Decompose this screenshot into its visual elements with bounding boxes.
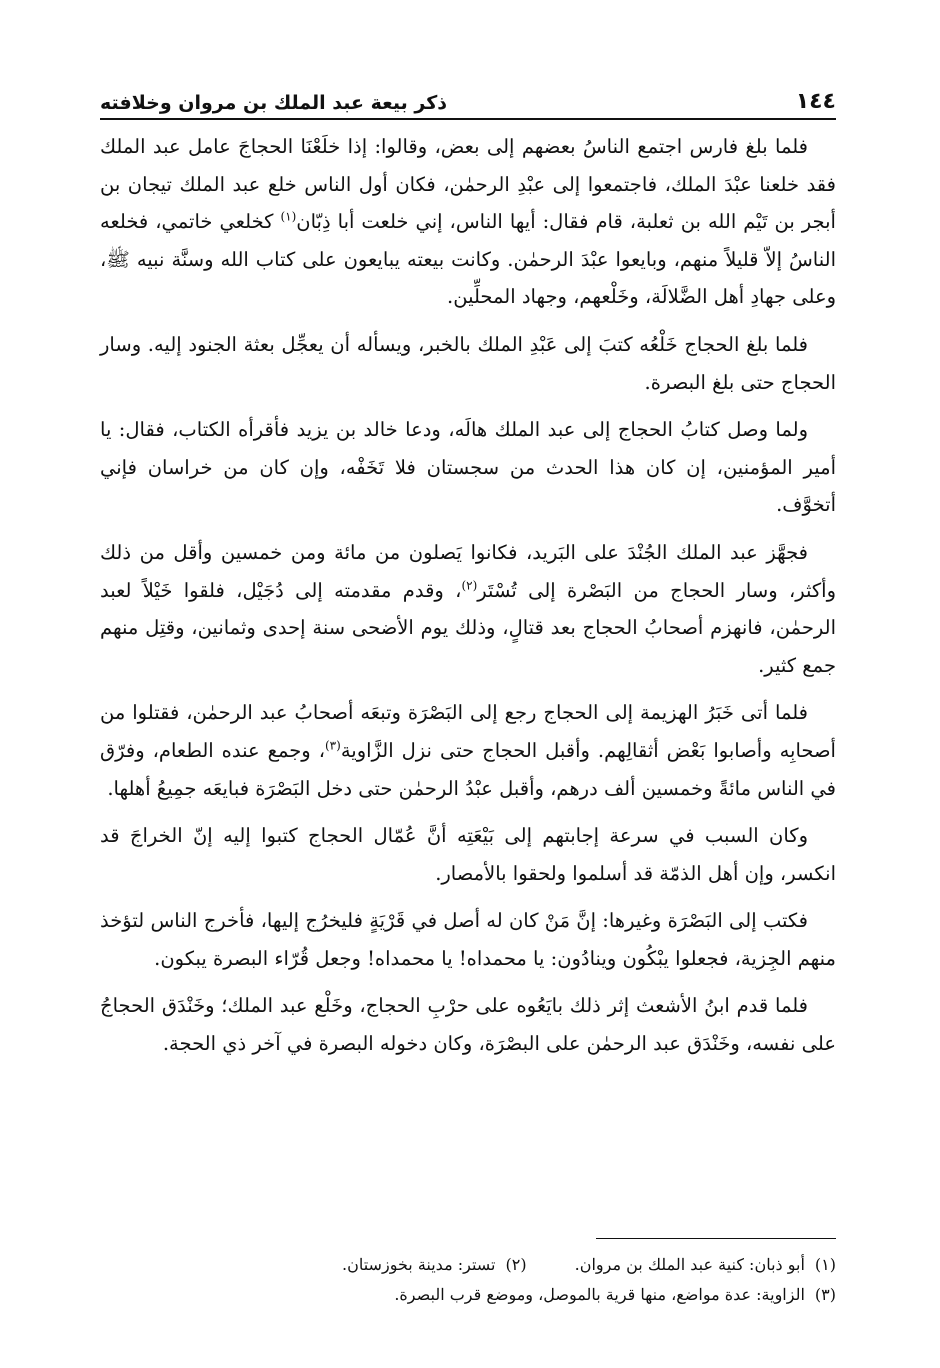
- paragraph-2: فلما بلغ الحجاج خَلْعُه كتبَ إلى عَبْدِ الملك بالخبر، ويسأله أن يعجِّل بعثة الجنود إليه. وسار الحجاج حتى بلغ البصرة.: [100, 332, 836, 394]
- footnote-1-number: (١): [814, 1255, 836, 1274]
- paragraph-1: [100, 128, 836, 316]
- paragraph-4-text-a: فجهَّز عبد الملك الجُنْدَ على البَريد، فكانوا يَصلون من مائة ومن خمسين وأقل من ذلك وأكثر، وسار الحجاج من البَصْرة إلى تُسْتَر: [100, 540, 837, 602]
- paragraph-5: [100, 694, 836, 807]
- footnote-3-number: (٣): [814, 1285, 836, 1304]
- footnote-marker-3: (٣): [324, 738, 341, 753]
- paragraph-3: ولما وصل كتابُ الحجاج إلى عبد الملك هالَه، ودعا خالد بن يزيد فأقرأه الكتاب، فقال: يا أمير المؤمنين، إن كان هذا الحدث من سجستان فلا تَخَفْه، وإن كان من خراسان فإني أتخوَّف.: [100, 418, 836, 517]
- paragraph-7: فكتب إلى البَصْرَة وغيرها: إنَّ مَنْ كان له أصل في قَرْيَةٍ فليخرُج إليها، فأخرج الناس لتؤخذ منهم الجِزية، فجعلوا يبْكُون وينادُون: يا محمداه! يا محمداه! وجعل قُرّاء البصرة يبكون.: [100, 909, 836, 970]
- footnote-separator: [596, 1238, 836, 1239]
- footnote-2-text: تستر: مدينة بخوزستان.: [342, 1255, 496, 1274]
- footnote-2: [342, 1250, 527, 1280]
- paragraph-1-text-a: فلما بلغ فارس اجتمع الناسُ بعضهم إلى بعض، وقالوا: إذا خلَعْنَا الحجاجَ عامل عبد الملك فقد خلعنا عبْدَ الملك، فاجتمعوا إلى عبْدِ الرحمٰن، فكان أول الناس خلع عبد الملك تيجان بن أبجر بن تَيْم الله بن ثعلبة، قام فقال: أيها الناس، إني خلعت أبا ذِبّان: [100, 135, 836, 234]
- footnote-line-2: [100, 1280, 836, 1310]
- footnote-3: [394, 1280, 836, 1310]
- footnote-marker-1: (١): [280, 209, 297, 224]
- paragraph-1-text-b: كخلعي خاتمي، فخلعه الناسُ إلاّ قليلاً منهم، وبايعوا عبْدَ الرحمٰن. وكانت بيعته يبايعون على كتاب الله وسنَّة نبيه ﷺ، وعلى جهادِ أهل الضَّلالَة، وخَلْعهم، وجهاد المحلِّين.: [100, 210, 836, 309]
- footnote-2-number: (٢): [505, 1255, 527, 1274]
- paragraph-5-text-a: فلما أتى خَبَرُ الهزيمة إلى الحجاج رجع إلى البَصْرَة وتبعَه أصحابُ عبد الرحمٰن، فقتلوا من أصحابِه وأصابوا بَعْض أثقالِهم. وأقبل الحجاج حتى نزل الزَّاوية: [100, 701, 836, 762]
- paragraph-4: [100, 534, 836, 684]
- running-header: [100, 80, 836, 114]
- paragraph-4-text-b: ، وقدم مقدمته إلى دُجَيْل، فلقوا خَيْلاً لعبد الرحمٰن، فانهزم أصحابُ الحجاج بعد قتالٍ، وذلك يوم الأضحى سنة إحدى وثمانين، وقتِل منهم جمع كثير.: [100, 578, 836, 677]
- paragraph-6: وكان السبب في سرعة إجابتهم إلى بَيْعَتِه أنَّ عُمّال الحجاج كتبوا إليه إنّ الخراجَ قد انكسر، وإن أهل الذمّة قد أسلموا ولحقوا بالأمصار.: [100, 824, 836, 885]
- page-number: ١٤٤: [795, 89, 836, 114]
- footnote-marker-2: (٢): [461, 578, 478, 593]
- main-text: [100, 128, 836, 1063]
- paragraph-8: فلما قدم ابنُ الأشعث إثر ذلك بايَعُوه على حرْبِ الحجاج، وخَلْع عبد الملك؛ وخَنْدَق الحجاجُ على نفسه، وخَنْدَق عبد الرحمٰن على البصْرَة، وكان دخوله البصرة في آخر ذي الحجة.: [100, 994, 836, 1056]
- paragraph-5-text-b: ، وجمع عنده الطعام، وفرّق في الناس مائةً وخمسين ألف درهم، وأقبل عبْدُ الرحمٰن حتى دخل البَصْرَة فبايعَه جمِيعُ أهلها.: [100, 738, 836, 800]
- footnote-3-text: الزاوية: عدة مواضع، منها قرية بالموصل، وموضع قرب البصرة.: [394, 1285, 805, 1304]
- footnote-1-text: أبو ذبان: كنية عبد الملك بن مروان.: [574, 1255, 805, 1274]
- running-title: ذكر بيعة عبد الملك بن مروان وخلافته: [100, 92, 447, 114]
- footnote-line-1: [100, 1250, 836, 1280]
- header-rule: [100, 118, 836, 120]
- footnotes: [100, 1250, 836, 1310]
- footnote-1: [575, 1250, 836, 1280]
